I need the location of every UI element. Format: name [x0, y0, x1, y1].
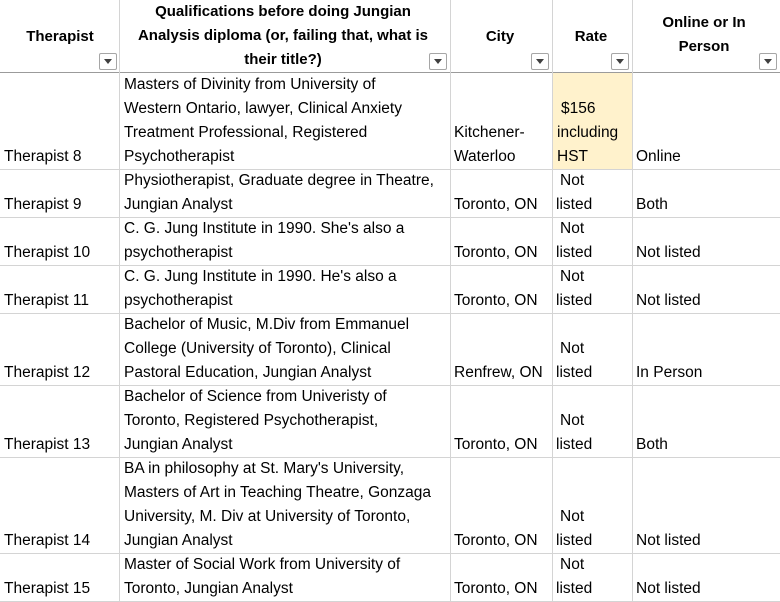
cell-text-line: psychotherapist	[124, 244, 233, 261]
cell-text-line: Masters of Divinity from University of	[124, 76, 376, 93]
table-cell-therapist[interactable]	[0, 217, 120, 265]
table-cell-rate[interactable]	[552, 265, 632, 313]
table-cell-qual[interactable]	[120, 553, 450, 601]
cell-text-line: psychotherapist	[124, 292, 233, 309]
cell-text-line: Not	[560, 340, 585, 357]
table-cell-mode[interactable]	[632, 457, 780, 553]
cell-text-line: including	[557, 124, 619, 141]
table-cell-mode[interactable]	[632, 313, 780, 385]
table-cell-therapist[interactable]	[0, 313, 120, 385]
cell-text: Therapist 9	[4, 196, 82, 213]
cell-text-line: listed	[556, 196, 593, 213]
cell-text-line: College (University of Toronto), Clinical	[124, 340, 391, 357]
chevron-down-icon	[536, 59, 544, 64]
table-cell-therapist[interactable]	[0, 385, 120, 457]
cell-text-line: Not	[560, 508, 585, 525]
table-cell-therapist[interactable]	[0, 265, 120, 313]
cell-text: Not listed	[636, 532, 701, 549]
table-cell-qual[interactable]	[120, 73, 450, 169]
filter-dropdown-therapist[interactable]	[99, 53, 117, 70]
chevron-down-icon	[616, 59, 624, 64]
table-cell-qual[interactable]	[120, 385, 450, 457]
table-cell-therapist[interactable]	[0, 457, 120, 553]
cell-text-line: City	[485, 28, 515, 45]
header-divider	[0, 72, 780, 73]
filter-dropdown-online-or-in-person[interactable]	[759, 53, 777, 70]
cell-text: Therapist 11	[4, 292, 90, 309]
table-cell-mode[interactable]	[632, 385, 780, 457]
cell-text-line: Jungian Analyst	[124, 532, 233, 549]
table-cell-city[interactable]	[450, 553, 552, 601]
cell-text-line: Jungian Analyst	[124, 436, 233, 453]
cell-text: Therapist 15	[4, 580, 91, 597]
table-cell-qual[interactable]	[120, 457, 450, 553]
cell-text-line: Toronto, ON	[454, 436, 538, 453]
cell-text-line: Rate	[574, 28, 608, 45]
cell-text: Not listed	[636, 580, 701, 597]
table-cell-rate[interactable]	[552, 457, 632, 553]
table-cell-rate[interactable]	[553, 73, 632, 169]
cell-text-line: University, M. Div at University of Toronto,	[124, 508, 411, 525]
cell-text-line: Toronto, ON	[454, 244, 538, 261]
cell-text: Therapist 14	[4, 532, 91, 549]
cell-text: Both	[636, 196, 668, 213]
chevron-down-icon	[104, 59, 112, 64]
filter-dropdown-qualifications[interactable]	[429, 53, 447, 70]
cell-text-line: Kitchener-	[454, 124, 525, 141]
column-divider	[119, 0, 120, 601]
cell-text-line: listed	[556, 364, 593, 381]
table-cell-mode[interactable]	[632, 169, 780, 217]
table-cell-therapist[interactable]	[0, 169, 120, 217]
cell-text-line: Masters of Art in Teaching Theatre, Gonzaga	[124, 484, 432, 501]
cell-text-line: Physiotherapist, Graduate degree in Theatre,	[124, 172, 434, 189]
cell-text-line: Toronto, ON	[454, 196, 538, 213]
cell-text: Both	[636, 436, 668, 453]
table-cell-rate[interactable]	[552, 553, 632, 601]
cell-text: Therapist 8	[4, 148, 82, 165]
cell-text: Not listed	[636, 244, 701, 261]
cell-text-line: C. G. Jung Institute in 1990. He's also a	[124, 268, 397, 285]
cell-text: Online	[636, 148, 681, 165]
table-cell-qual[interactable]	[120, 265, 450, 313]
cell-text-line: Treatment Professional, Registered	[124, 124, 368, 141]
table-cell-rate[interactable]	[552, 169, 632, 217]
table-cell-qual[interactable]	[120, 169, 450, 217]
table-cell-rate[interactable]	[552, 385, 632, 457]
table-cell-rate[interactable]	[552, 217, 632, 265]
filter-dropdown-rate[interactable]	[611, 53, 629, 70]
cell-text-line: Not	[560, 268, 585, 285]
table-cell-city[interactable]	[450, 265, 552, 313]
cell-text: Not listed	[636, 292, 701, 309]
cell-text-line: Not	[560, 556, 585, 573]
chevron-down-icon	[764, 59, 772, 64]
header-online-or-in-person	[632, 0, 776, 71]
cell-text-line: Master of Social Work from University of	[124, 556, 401, 573]
chevron-down-icon	[434, 59, 442, 64]
cell-text-line: Not	[560, 220, 585, 237]
cell-text-line: listed	[556, 580, 593, 597]
cell-text-line: Not	[560, 172, 585, 189]
table-cell-therapist[interactable]	[0, 73, 120, 169]
table-cell-mode[interactable]	[632, 73, 780, 169]
cell-text-line: Therapist	[26, 28, 94, 45]
table-cell-mode[interactable]	[632, 217, 780, 265]
cell-text-line: Waterloo	[454, 148, 516, 165]
cell-text-line: listed	[556, 292, 593, 309]
cell-text-line: BA in philosophy at St. Mary's University,	[124, 460, 405, 477]
cell-text-line: Toronto, ON	[454, 532, 538, 549]
cell-text-line: Toronto, Jungian Analyst	[124, 580, 293, 597]
cell-text-line: Pastoral Education, Jungian Analyst	[124, 364, 372, 381]
table-cell-qual[interactable]	[120, 217, 450, 265]
cell-text-line: C. G. Jung Institute in 1990. She's also a	[124, 220, 405, 237]
table-cell-rate[interactable]	[552, 313, 632, 385]
cell-text-line: Toronto, ON	[454, 580, 538, 597]
table-cell-mode[interactable]	[632, 265, 780, 313]
table-cell-city[interactable]	[450, 457, 552, 553]
cell-text-line: Western Ontario, lawyer, Clinical Anxiety	[124, 100, 402, 117]
table-cell-therapist[interactable]	[0, 553, 120, 601]
column-divider	[632, 0, 633, 601]
cell-text-line: listed	[556, 244, 593, 261]
table-cell-city[interactable]	[450, 73, 552, 169]
cell-text: In Person	[636, 364, 703, 381]
cell-text-line: listed	[556, 532, 593, 549]
filter-dropdown-city[interactable]	[531, 53, 549, 70]
column-divider	[450, 0, 451, 601]
cell-text-line: Not	[560, 412, 585, 429]
cell-text-line: Psychotherapist	[124, 148, 235, 165]
cell-text: Therapist 13	[4, 436, 91, 453]
table-cell-city[interactable]	[450, 169, 552, 217]
cell-text-line: Qualifications before doing Jungian	[155, 3, 411, 20]
table-cell-city[interactable]	[450, 313, 552, 385]
table-cell-qual[interactable]	[120, 313, 450, 385]
table-cell-city[interactable]	[450, 217, 552, 265]
cell-text: Therapist 10	[4, 244, 91, 261]
cell-text-line: HST	[557, 148, 588, 165]
cell-text-line: listed	[556, 436, 593, 453]
cell-text-line: Person	[678, 38, 730, 55]
cell-text-line: Toronto, Registered Psychotherapist,	[124, 412, 379, 429]
column-divider	[552, 0, 553, 601]
header-qualifications	[120, 0, 446, 72]
cell-text-line: Online or In	[662, 14, 746, 31]
cell-text-line: Toronto, ON	[454, 292, 538, 309]
cell-text: Therapist 12	[4, 364, 91, 381]
cell-text-line: $156	[561, 100, 596, 117]
cell-text-line: Bachelor of Science from Univeristy of	[124, 388, 387, 405]
cell-text-line: Jungian Analyst	[124, 196, 233, 213]
cell-text-line: Renfrew, ON	[454, 364, 543, 381]
table-cell-mode[interactable]	[632, 553, 780, 601]
cell-text-line: Analysis diploma (or, failing that, what is	[137, 27, 429, 44]
cell-text-line: Bachelor of Music, M.Div from Emmanuel	[124, 316, 410, 333]
table-cell-city[interactable]	[450, 385, 552, 457]
cell-text-line: their title?)	[244, 51, 322, 68]
